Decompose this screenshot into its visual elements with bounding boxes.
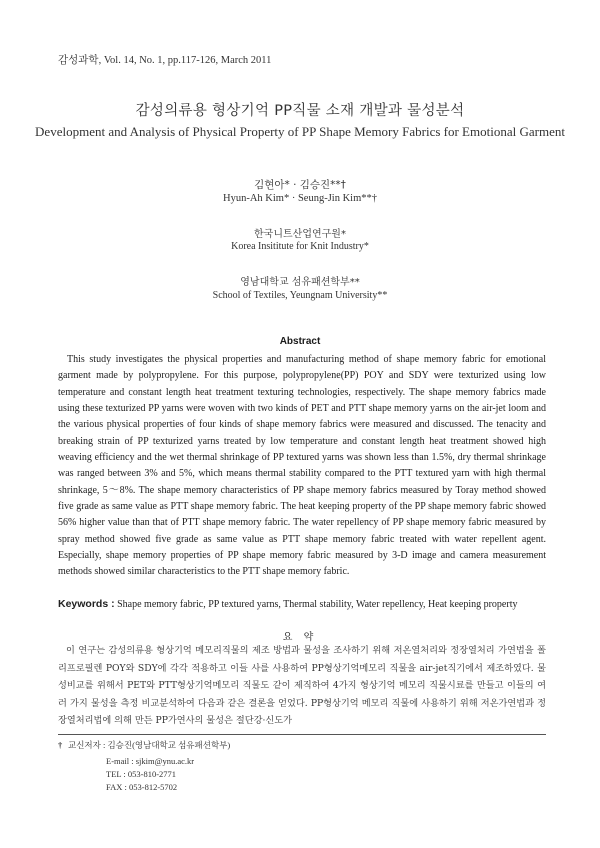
keywords-text: Shape memory fabric, PP textured yarns, Thermal stability, Water repellency, Heat keeping property (117, 599, 518, 610)
title-korean: 감성의류용 형상기억 PP직물 소재 개발과 물성분석 (135, 103, 465, 119)
footnote-email: E-mail : sjkim@ynu.ac.kr (106, 756, 195, 766)
korean-summary-text: 이 연구는 감성의류용 형상기억 메모리직물의 제조 방법과 물성을 조사하기 위해 저온열처리와 정장열처리 가연법을 폴리프로필렌 POY와 SDY에 각각 적용하고 이들 사를 사용하여 PP형상기억메모리 직물을 air-jet직기에서 제조하였다. 물성비교를 위해서 PET와 PTT형상기억메모리 직물도 같이 제직하여 4가지 형상기억 메모리 직물시료를 만들고 이들의 여러 가지 물성을 측정 비교분석하여 다음과 같은 결론을 얻었다. PP형상기억 메모리 직물에 사용하기 위해 저온가연법과 정장열처리법에 의해 만든 PP가연사의 물성은 절단강·신도가 (58, 645, 546, 727)
title-english: Development and Analysis of Physical Property of PP Shape Memory Fabrics for Emotional Garment (35, 124, 565, 139)
footnote-tel: TEL : 053-810-2771 (106, 769, 177, 779)
affiliation-1-english: Korea Insititute for Knit Industry* (231, 241, 369, 252)
abstract-heading: Abstract (279, 336, 321, 347)
affiliation-1-korean: 한국니트산업연구원* (254, 229, 346, 240)
authors-english: Hyun-Ah Kim* · Seung-Jin Kim**† (223, 193, 377, 204)
dagger-mark: † (58, 740, 63, 750)
footnote-divider (58, 734, 546, 735)
keywords-label: Keywords : (58, 598, 115, 610)
affiliation-2-korean: 영남대학교 섬유패션학부** (240, 277, 360, 288)
footnote-fax: FAX : 053-812-5702 (106, 782, 178, 792)
corresponding-author: 교신저자 : 김승진(영남대학교 섬유패션학부) (68, 740, 231, 750)
korean-summary-heading: 요 약 (282, 632, 318, 643)
journal-citation: 감성과학, Vol. 14, No. 1, pp.117-126, March 2011 (58, 55, 272, 66)
authors-korean: 김현아* · 김승진**† (254, 179, 346, 191)
abstract-text: This study investigates the physical properties and manufacturing method of shape memory fabric for emotional garment made by polypropylene. For this purpose, polypropylene(PP) POY and SDY were texturized using low temperature and constant length heat treatment texturing technologies, respectively. The shape memory fabrics made using these texturized PP yarns were woven with two kinds of PET and PTT shape memory yarns on the air-jet loom and the various physical properties of four kinds of shape memory fabrics were measured and discussed. The tenacity and breaking strain of PP texturized yarns treated by low temperature and constant length heat treatment showed high weaving efficiency and the wet thermal shrinkage of PP textured yarns was shown less than 1.5%, dry thermal shrinkage was ranged between 3% and 5%, which means thermal stability compared to the PTT textured yarn with high thermal shrinkage, 5～8%. The shape memory characteristics of PP shape memory fabrics measured by Toray method showed five grade as same value as PTT shape memory fabric. The heat keeping property of the PP shape memory fabric showed 56% higher value than that of PTT shape memory fabric. The water repellency of PP shape memory fabric measured by spray method showed five grade as same value as PTT shape memory fabric treated with water repellent agent. Especially, shape memory properties of PP shape memory fabric measured by 3-D image and camera measurement methods showed similar characteristics to the PTT shape memory fabric. (58, 354, 546, 578)
keywords (58, 598, 550, 610)
affiliation-2-english: School of Textiles, Yeungnam University** (212, 290, 388, 301)
